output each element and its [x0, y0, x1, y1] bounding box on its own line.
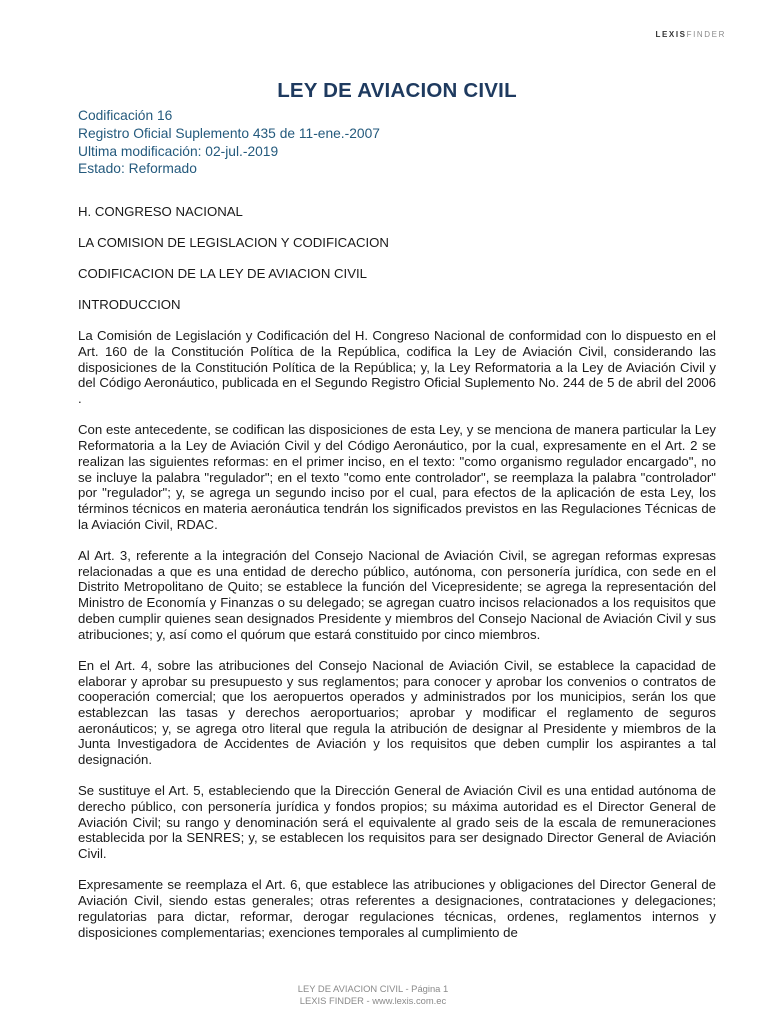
paragraph: En el Art. 4, sobre las atribuciones del Consejo Nacional de Aviación Civil, se establece la capacidad de elaborar y aprobar su presupuesto y sus reglamentos; para conocer y aprobar los convenios o contratos de cooperación comercial; que los aeropuertos operados y administrados por los municipios, serán los que establezcan las tasas y derechos aeroportuarios; aprobar y modificar el reglamento de seguros aeronáuticos; y, se agrega otro literal que regula la atribución de designar al Presidente y miembros de la Junta Investigadora de Accidentes de Aviación y los requisitos que deben cumplir los aspirantes a tal designación. [78, 657, 716, 768]
brand-logo [655, 30, 726, 39]
meta-registro-oficial: Registro Oficial Suplemento 435 de 11-ene.-2007 [78, 125, 380, 141]
document-body [78, 204, 716, 940]
heading-congreso: H. CONGRESO NACIONAL [78, 204, 243, 219]
paragraph: Se sustituye el Art. 5, estableciendo que la Dirección General de Aviación Civil es una entidad autónoma de derecho público, con personería jurídica y fondos propios; su máxima autoridad es el Director General de Aviación Civil; su rango y denominación será el equivalente al grado seis de la escala de remuneraciones establecida por la SENRES; y, se establecen los requisitos para ser designado Director General de Aviación Civil. [78, 783, 716, 862]
meta-estado: Estado: Reformado [78, 161, 197, 177]
heading-comision: LA COMISION DE LEGISLACION Y CODIFICACION [78, 235, 389, 251]
meta-ultima-modificacion: Ultima modificación: 02-jul.-2019 [78, 143, 279, 159]
brand-logo-part2: FINDER [686, 30, 726, 39]
page-footer [0, 983, 746, 1006]
meta-codificacion: Codificación 16 [78, 108, 173, 123]
paragraph: Expresamente se reemplaza el Art. 6, que establece las atribuciones y obligaciones del Director General de Aviación Civil, siendo estas generales; otras referentes a designaciones, contrataciones y delegaciones; regulatorias para dictar, reformar, derogar regulaciones técnicas, ordenes, reglamentos internos y disposiciones complementarias; exenciones temporales al cumplimiento de [78, 877, 716, 940]
paragraph: Al Art. 3, referente a la integración del Consejo Nacional de Aviación Civil, se agregan reformas expresas relacionadas a que es una entidad de derecho público, autónoma, con personería jurídica, con sede en el Distrito Metropolitano de Quito; se establece la función del Vicepresidente; se agrega la representación del Ministro de Economía y Finanzas o su delegado; se agregan cuatro incisos relacionados a los requisitos que deben cumplir quienes sean designados Presidente y miembros del Consejo Nacional de Aviación Civil y sus atribuciones; y, así como el quórum que estará constituido por cinco miembros. [78, 548, 716, 642]
footer-page-label: LEY DE AVIACION CIVIL - Página 1 [297, 983, 449, 994]
paragraph: La Comisión de Legislación y Codificación del H. Congreso Nacional de conformidad con lo dispuesto en el Art. 160 de la Constitución Política de la República, codifica la Ley de Aviación Civil, considerando las disposiciones de la Constitución Política de la República; y, la Ley Reformatoria a la Ley de Aviación Civil y del Código Aeronáutico, publicada en el Segundo Registro Oficial Suplemento No. 244 de 5 de abril del 2006 . [78, 328, 716, 407]
footer-source: LEXIS FINDER - www.lexis.com.ec [299, 994, 447, 1006]
heading-codificacion: CODIFICACION DE LA LEY DE AVIACION CIVIL [78, 266, 367, 282]
paragraph: Con este antecedente, se codifican las disposiciones de esta Ley, y se menciona de manera particular la Ley Reformatoria a la Ley de Aviación Civil y del Código Aeronáutico, por la cual, expresamente en el Art. 2 se realizan las siguientes reformas: en el primer inciso, en el texto: "como organismo regulador encargado", no se incluye la palabra "regulador"; en el texto "como ente controlador", se reemplaza la palabra "controlador" por "regulador"; y, se agrega un segundo inciso por el cual, para efectos de la aplicación de esta Ley, los términos técnicos en materia aeronáutica tendrán los significados previstos en las Regulaciones Técnicas de la Aviación Civil, RDAC. [78, 422, 716, 532]
document-title: LEY DE AVIACION CIVIL [277, 79, 517, 102]
brand-logo-part1: LEXIS [655, 30, 687, 39]
heading-introduccion: INTRODUCCION [78, 297, 181, 313]
document-metadata [78, 107, 380, 178]
